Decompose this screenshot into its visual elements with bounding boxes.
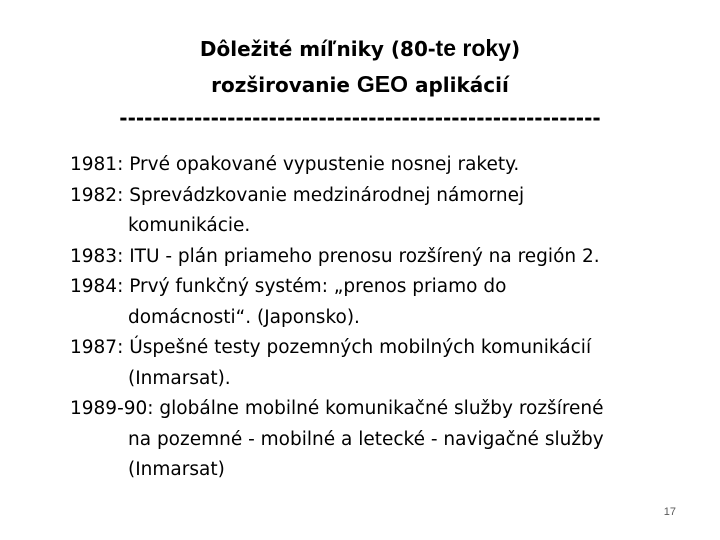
title-text-b: -te roky xyxy=(427,35,511,61)
milestone-continuation-line: (Inmarsat) xyxy=(128,459,225,480)
slide-title-line-2 xyxy=(0,70,720,99)
milestone-continuation-line: komunikácie. xyxy=(128,215,251,236)
subtitle-text-b: GEO xyxy=(356,71,409,97)
page-number: 17 xyxy=(663,506,676,518)
milestone-list xyxy=(70,150,690,486)
milestone-line: 1983: ITU - plán priameho prenosu rozšírený na región 2. xyxy=(70,245,600,267)
title-text-a: Dôležité míľniky (80 xyxy=(199,37,428,61)
subtitle-text-a: rozširovanie xyxy=(211,73,357,97)
milestone-continuation-line: na pozemné - mobilné a letecké - navigačné služby xyxy=(128,428,604,450)
milestone-continuation-line: (Inmarsat). xyxy=(128,367,231,389)
milestone-line: 1982: Sprevádzkovanie medzinárodnej námornej xyxy=(70,184,525,206)
title-text-c: ) xyxy=(510,37,521,61)
milestone-line: 1987: Úspešné testy pozemných mobilných komunikácií xyxy=(70,337,592,358)
separator-line: ---------------------------------------------------------- xyxy=(119,106,601,130)
milestone-continuation-line: domácnosti“. (Japonsko). xyxy=(128,306,360,328)
milestone-line: 1984: Prvý funkčný systém: „prenos priamo do xyxy=(70,276,507,297)
milestone-line: 1981: Prvé opakované vypustenie nosnej rakety. xyxy=(70,154,520,175)
subtitle-text-c: aplikácií xyxy=(408,73,509,97)
milestone-line: 1989-90: globálne mobilné komunikačné služby rozšírené xyxy=(70,398,604,419)
slide-title-line-1 xyxy=(0,34,720,63)
